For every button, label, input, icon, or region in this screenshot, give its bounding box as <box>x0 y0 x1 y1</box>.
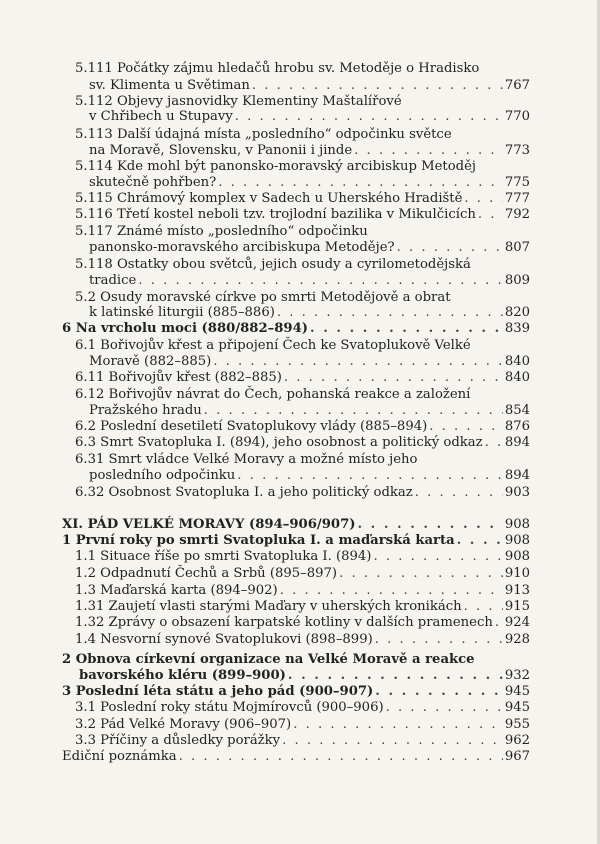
toc-entry-line <box>75 631 530 648</box>
dot-leader <box>485 434 503 451</box>
toc-page-number: 945 <box>504 700 530 715</box>
dot-leader <box>464 190 502 207</box>
dot-leader <box>415 484 503 501</box>
toc-entry-title: 6.31 Smrt vládce Velké Moravy a možné místo jeho <box>75 452 418 467</box>
toc-chapter-heading <box>62 683 530 700</box>
toc-entry-title: 6.11 Bořivojův křest (882–885) <box>75 370 282 385</box>
toc-page-number: 894 <box>504 468 530 483</box>
toc-chapter-heading <box>62 320 530 337</box>
toc-entry-title: 5.112 Objevy jasnovidky Klementiny Maštalířové <box>75 94 402 109</box>
toc-entry-title: Moravě (882–885) <box>89 354 212 369</box>
toc-entry-title: na Moravě, Slovensku, v Panonii i jinde <box>89 143 353 158</box>
toc-page-number: 913 <box>504 583 530 598</box>
toc-entry-line <box>75 223 530 240</box>
toc-entry-title: 5.116 Třetí kostel neboli tzv. trojlodní bazilika v Mikulčicích <box>75 207 476 222</box>
toc-page-number: 945 <box>504 684 530 699</box>
toc-page-number: 767 <box>504 78 530 93</box>
toc-entry-title: 1.32 Zprávy o obsazení karpatské kotliny v dalších pramenech <box>75 615 493 630</box>
toc-entry-title: 6.3 Smrt Svatopluka I. (894), jeho osobnost a politický odkaz <box>75 435 483 450</box>
toc-entry-title: v Chřibech u Stupavy <box>89 109 233 124</box>
toc-page-number: 807 <box>504 240 530 255</box>
toc-part-heading <box>62 516 530 533</box>
toc-entry-title: 5.2 Osudy moravské církve po smrti Metodějově a obrat <box>75 290 451 305</box>
toc-entry-title: 5.115 Chrámový komplex v Sadech u Uherského Hradiště <box>75 191 463 206</box>
toc-entry-line <box>75 598 530 615</box>
dot-leader <box>386 699 503 716</box>
toc-entry-line <box>75 699 530 716</box>
dot-leader <box>280 582 503 599</box>
toc-entry-line <box>89 353 530 370</box>
dot-leader <box>464 598 503 615</box>
toc-page-number: 962 <box>504 733 530 748</box>
toc-entry-line <box>75 565 530 582</box>
dot-leader <box>218 174 503 191</box>
toc-entry-line <box>75 548 530 565</box>
toc-page-number: 840 <box>504 370 530 385</box>
toc-entry-line <box>89 77 530 94</box>
toc-entry-title: posledního odpočinku <box>89 468 236 483</box>
toc-entry-title: 5.114 Kde mohl být panonsko-moravský arcibiskup Metoděj <box>75 159 477 174</box>
toc-entry-line <box>75 716 530 733</box>
toc-entry-line <box>89 402 530 419</box>
dot-leader <box>397 239 503 256</box>
toc-entry-line <box>75 484 530 501</box>
toc-entry-title: 6.1 Bořivojův křest a připojení Čech ke Svatoplukově Velké <box>75 338 471 353</box>
toc-entry-line <box>75 614 530 631</box>
toc-entry-line <box>75 369 530 386</box>
toc-entry-title: 1.31 Zaujetí vlasti starými Maďary v uherských kronikách <box>75 599 462 614</box>
toc-page-number: 908 <box>504 533 530 548</box>
toc-page-number: 915 <box>504 599 530 614</box>
toc-entry-title: 3.1 Poslední roky státu Mojmírovců (900–906) <box>75 700 384 715</box>
toc-entry-title: 5.113 Další údajná místa „posledního“ odpočinku světce <box>75 127 452 142</box>
dot-leader <box>235 108 503 125</box>
dot-leader <box>288 667 503 684</box>
toc-page-number: 903 <box>504 485 530 500</box>
toc-entry-line <box>75 256 530 273</box>
toc-entry-title: skutečně pohřben? <box>89 175 217 190</box>
dot-leader <box>237 467 503 484</box>
toc-entry-title: panonsko-moravského arcibiskupa Metoděje? <box>89 240 395 255</box>
toc-entry-title: XI. PÁD VELKÉ MORAVY (894–906/907) <box>62 517 356 532</box>
toc-page-number: 809 <box>504 273 530 288</box>
toc-entry-title: 1 První roky po smrti Svatopluka I. a maďarská karta <box>62 533 455 548</box>
toc-entry-line <box>75 386 530 403</box>
toc-entry-line <box>75 732 530 749</box>
dot-leader <box>282 732 503 749</box>
toc-entry-line <box>75 206 530 223</box>
dot-leader <box>213 353 503 370</box>
toc-entry-title: 6.12 Bořivojův návrat do Čech, pohanská reakce a založení <box>75 387 471 402</box>
toc-chapter-heading <box>62 651 530 668</box>
toc-entry-title: 1.1 Situace říše po smrti Svatopluka I. (894) <box>75 549 372 564</box>
toc-page-number: 773 <box>504 143 530 158</box>
toc-entry-title: 1.3 Maďarská karta (894–902) <box>75 583 278 598</box>
toc-entry-title: 2 Obnova církevní organizace na Velké Moravě a reakce <box>62 652 475 667</box>
dot-leader <box>373 548 502 565</box>
toc-entry-title: 3.3 Příčiny a důsledky porážky <box>75 733 281 748</box>
toc-chapter-heading <box>62 532 530 549</box>
toc-entry-title: tradice <box>89 273 137 288</box>
toc-entry-title: 6.2 Poslední desetiletí Svatoplukovy vlády (885–894) <box>75 419 428 434</box>
toc-entry-line <box>75 418 530 435</box>
dot-leader <box>375 683 503 700</box>
dot-leader <box>284 369 503 386</box>
toc-entry-line <box>75 158 530 175</box>
dot-leader <box>179 748 503 765</box>
toc-entry-line <box>62 748 530 765</box>
toc-entry-title: k latinské liturgii (885–886) <box>89 305 275 320</box>
toc-entry-title: 6.32 Osobnost Svatopluka I. a jeho politický odkaz <box>75 485 413 500</box>
toc-page-number: 775 <box>504 175 530 190</box>
toc-entry-title: Pražského hradu <box>89 403 202 418</box>
toc-entry-title: 5.117 Známé místo „posledního“ odpočinku <box>75 224 368 239</box>
dot-leader <box>138 272 503 289</box>
toc-page-number: 820 <box>504 305 530 320</box>
toc-page-number: 955 <box>504 717 530 732</box>
toc-entry-line <box>89 174 530 191</box>
toc-page-number: 924 <box>504 615 531 630</box>
toc-entry-line <box>89 272 530 289</box>
toc-page-number: 770 <box>504 109 530 124</box>
toc-entry-title: 1.2 Odpadnutí Čechů a Srbů (895–897) <box>75 566 338 581</box>
toc-page-number: 840 <box>504 354 530 369</box>
dot-leader <box>495 614 503 631</box>
dot-leader <box>277 304 503 321</box>
dot-leader <box>310 320 503 337</box>
toc-entry-line <box>75 434 530 451</box>
toc-entry-line <box>89 239 530 256</box>
toc-chapter-heading <box>79 667 530 684</box>
dot-leader <box>204 402 503 419</box>
toc-page-number: 967 <box>504 749 530 764</box>
toc-page-number: 792 <box>504 207 530 222</box>
toc-entry-title: Ediční poznámka <box>62 749 177 764</box>
toc-entry-title: bavorského kléru (899–900) <box>79 668 286 683</box>
dot-leader <box>293 716 503 733</box>
dot-leader <box>429 418 503 435</box>
toc-entry-line <box>75 190 530 207</box>
toc-entry-title: 5.111 Počátky zájmu hledačů hrobu sv. Metoděje o Hradisko <box>75 61 480 76</box>
toc-page-number: 932 <box>504 668 530 683</box>
toc-entry-line <box>75 126 530 143</box>
toc-page-number: 908 <box>504 549 530 564</box>
toc-entry-title: 3 Poslední léta státu a jeho pád (900–907) <box>62 684 374 699</box>
toc-page-number: 854 <box>504 403 530 418</box>
toc-entry-line <box>75 451 530 468</box>
toc-entry-title: 5.118 Ostatky obou světců, jejich osudy a cyrilometodějská <box>75 257 471 272</box>
toc-entry-line <box>89 304 530 321</box>
toc-entry-line <box>89 142 530 159</box>
toc-entry-line <box>75 60 530 77</box>
toc-entry-title: 6 Na vrcholu moci (880/882–894) <box>62 321 309 336</box>
toc-entry-line <box>75 337 530 354</box>
dot-leader <box>457 532 503 549</box>
dot-leader <box>478 206 503 223</box>
toc-page-number: 894 <box>504 435 530 450</box>
toc-entry-title: sv. Klimenta u Světiman <box>89 78 250 93</box>
toc-entry-line <box>89 467 530 484</box>
toc-page-number: 839 <box>504 321 530 336</box>
toc-page-number: 928 <box>504 632 530 647</box>
dot-leader <box>252 77 503 94</box>
toc-entry-title: 1.4 Nesvorní synové Svatoplukovi (898–899) <box>75 632 373 647</box>
toc-page-number: 910 <box>504 566 530 581</box>
dot-leader <box>339 565 503 582</box>
dot-leader <box>358 516 503 533</box>
toc-page-number: 908 <box>504 517 530 532</box>
dot-leader <box>375 631 503 648</box>
toc-entry-line <box>75 582 530 599</box>
toc-entry-title: 3.2 Pád Velké Moravy (906–907) <box>75 717 292 732</box>
dot-leader <box>354 142 503 159</box>
toc-page-number: 777 <box>504 191 530 206</box>
toc-page-number: 876 <box>504 419 530 434</box>
toc-entry-line <box>89 108 530 125</box>
